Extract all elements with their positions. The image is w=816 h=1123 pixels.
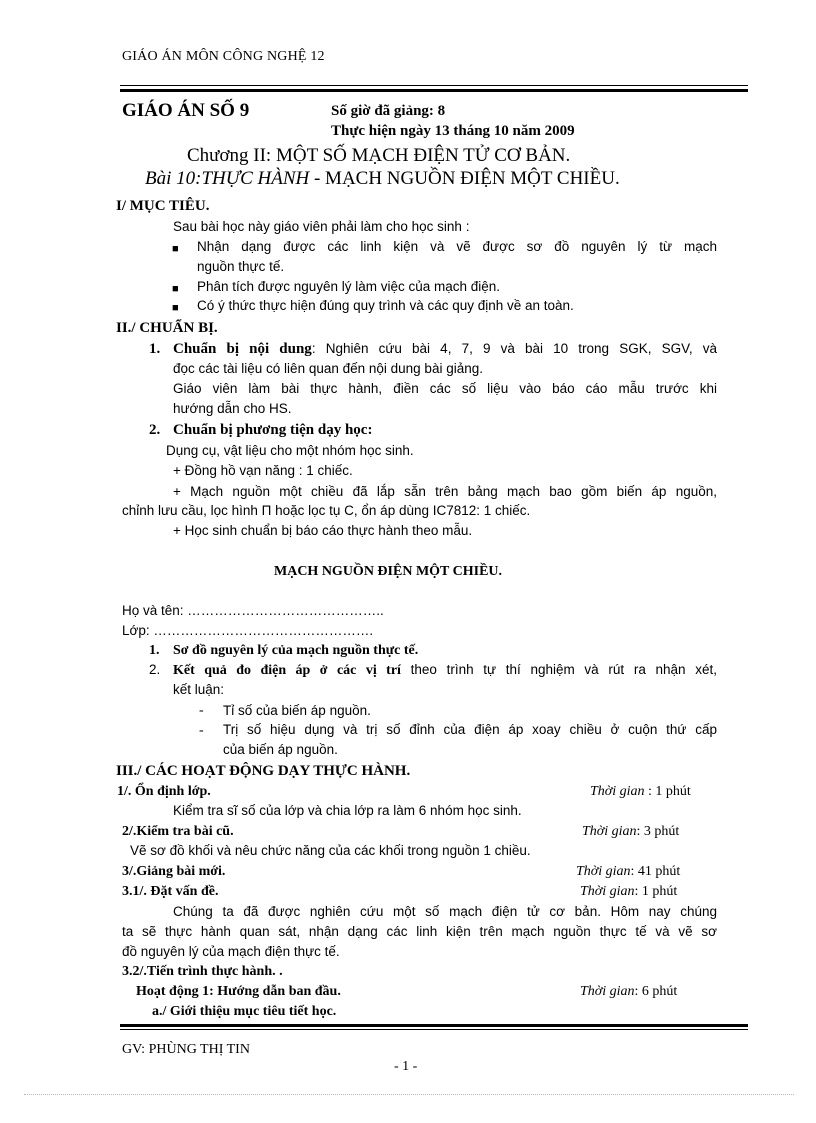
- report-item-2-line-2: kết luận:: [173, 682, 225, 697]
- chapter-title: Chương II: MỘT SỐ MẠCH ĐIỆN TỬ CƠ BẢN.: [187, 145, 571, 166]
- section-1-title: I/ MỤC TIÊU.: [116, 198, 210, 214]
- section-1-bullet-1: Nhận dạng được các linh kiện và vẽ được sơ đồ nguyên lý từ mạch: [197, 239, 717, 254]
- page-number: - 1 -: [394, 1059, 418, 1074]
- header-rule-thick: [120, 89, 748, 92]
- step-3-1-time-value: : 1 phút: [634, 884, 678, 899]
- report-dash-2: Trị số hiệu dụng và trị số đỉnh của điện áp xoay chiều ở cuộn thứ cấp: [223, 722, 717, 737]
- step-3-1-line-3: đồ nguyên lý của mạch điện thực tế.: [122, 944, 340, 959]
- step-3-1-line-2: ta sẽ thực hành quan sát, nhận dạng các linh kiện trên mạch nguồn thực tế và vẽ sơ: [122, 924, 717, 939]
- section-2-item-1-line-3: Giáo viên làm bài thực hành, điền các số liệu vào báo cáo mẫu trước khi: [173, 381, 717, 396]
- step-2-text: Vẽ sơ đồ khối và nêu chức năng của các khối trong nguồn 1 chiều.: [130, 843, 531, 858]
- step-2-time-value: : 3 phút: [636, 824, 680, 839]
- lesson-hours: Số giờ đã giảng: 8: [331, 103, 446, 119]
- dash-icon: -: [199, 723, 204, 738]
- report-title: MẠCH NGUỒN ĐIỆN MỘT CHIỀU.: [274, 564, 503, 579]
- footer-rule-thick: [120, 1024, 748, 1027]
- step-3-title: 3/.Giảng bài mới.: [122, 864, 226, 879]
- header-rule-thin: [120, 85, 748, 86]
- report-name-line: Họ và tên: ……………………………………..: [122, 603, 384, 618]
- section-2-item-1-line-1: [173, 341, 717, 358]
- report-item-1: Sơ đồ nguyên lý của mạch nguồn thực tế.: [173, 643, 419, 658]
- footer-teacher: GV: PHÙNG THỊ TIN: [122, 1042, 250, 1057]
- bullet-icon: ■: [172, 243, 179, 255]
- step-3-1-line-1: Chúng ta đã được nghiên cứu một số mạch điện tử cơ bản. Hôm nay chúng: [173, 904, 717, 919]
- section-2-item-1-line-2: đọc các tài liệu có liên quan đến nội dung bài giảng.: [173, 361, 483, 376]
- footer-rule-thin: [120, 1029, 748, 1030]
- section-2-item-2-line-2: + Đồng hồ vạn năng : 1 chiếc.: [173, 463, 353, 478]
- step-3-time: [576, 864, 680, 880]
- section-2-item-2-line-5: + Học sinh chuẩn bị báo cáo thực hành theo mẫu.: [173, 523, 473, 538]
- page-header-title: GIÁO ÁN MÔN CÔNG NGHỆ 12: [122, 49, 325, 64]
- dash-icon: -: [199, 703, 204, 718]
- step-3-1-time-label: Thời gian: [580, 884, 635, 899]
- activity-1-title: Hoạt động 1: Hướng dẫn ban đầu.: [136, 984, 341, 999]
- lesson-number: GIÁO ÁN SỐ 9: [122, 100, 250, 121]
- report-class-line: Lớp: ………………………………………….: [122, 623, 374, 638]
- section-2-item-1-text: : Nghiên cứu bài 4, 7, 9 và bài 10 trong SGK, SGV, và: [311, 341, 718, 356]
- report-item-2-text: theo trình tự thí nghiệm và rút ra nhận xét,: [400, 662, 717, 677]
- step-3-1-title: 3.1/. Đặt vấn đề.: [122, 884, 219, 899]
- step-1-time-label: Thời gian: [590, 784, 645, 799]
- lesson-title-rest: - MẠCH NGUỒN ĐIỆN MỘT CHIỀU.: [309, 168, 620, 189]
- step-1-time-value: : 1 phút: [644, 784, 691, 799]
- step-3-1-time: [580, 884, 677, 900]
- section-1-bullet-2: Phân tích được nguyên lý làm việc của mạch điện.: [197, 279, 501, 294]
- section-1-bullet-3: Có ý thức thực hiện đúng quy trình và các quy định về an toàn.: [197, 298, 574, 313]
- step-3-time-label: Thời gian: [576, 864, 631, 879]
- page-break-line: [24, 1094, 794, 1095]
- report-item-1-number: 1.: [149, 643, 160, 658]
- section-2-item-2-label: Chuẩn bị phương tiện dạy học:: [173, 422, 373, 438]
- bullet-icon: ■: [172, 283, 179, 295]
- activity-1-time-label: Thời gian: [580, 984, 635, 999]
- lesson-title: [145, 168, 620, 190]
- report-dash-2-cont: của biến áp nguồn.: [223, 742, 338, 757]
- section-2-title: II./ CHUẨN BỊ.: [116, 320, 218, 336]
- section-2-item-2-line-3: + Mạch nguồn một chiều đã lắp sẵn trên bảng mạch bao gồm biến áp nguồn,: [173, 484, 717, 499]
- section-2-item-2-number: 2.: [149, 422, 161, 438]
- step-2-title: 2/.Kiểm tra bài cũ.: [122, 824, 234, 839]
- activity-1-subtitle: a./ Giới thiệu mục tiêu tiết học.: [152, 1004, 337, 1019]
- report-item-2-line-1: [173, 662, 717, 679]
- step-2-time: [582, 824, 679, 840]
- section-1-bullet-1-cont: nguồn thực tế.: [197, 259, 285, 274]
- step-3-2-title: 3.2/.Tiến trình thực hành. .: [122, 964, 283, 979]
- section-2-item-1-label: Chuẩn bị nội dung: [173, 341, 312, 357]
- section-2-item-1-line-4: hướng dẫn cho HS.: [173, 401, 292, 416]
- step-2-time-label: Thời gian: [582, 824, 637, 839]
- report-item-2-number: 2.: [149, 662, 161, 677]
- step-3-time-value: : 41 phút: [630, 864, 681, 879]
- bullet-icon: ■: [172, 302, 179, 314]
- step-1-title: 1/. Ổn định lớp.: [117, 784, 211, 799]
- section-2-item-2-line-1: Dụng cụ, vật liệu cho một nhóm học sinh.: [166, 443, 414, 458]
- report-dash-1: Tỉ số của biến áp nguồn.: [223, 703, 371, 718]
- section-3-title: III./ CÁC HOẠT ĐỘNG DẠY THỰC HÀNH.: [116, 763, 411, 779]
- lesson-date: Thực hiện ngày 13 tháng 10 năm 2009: [331, 123, 575, 139]
- section-2-item-1-number: 1.: [149, 341, 161, 357]
- lesson-title-prefix: Bài 10:THỰC HÀNH: [145, 168, 310, 189]
- activity-1-time: [580, 984, 677, 1000]
- step-1-time: [590, 784, 691, 800]
- step-1-text: Kiểm tra sĩ số của lớp và chia lớp ra làm 6 nhóm học sinh.: [173, 803, 522, 818]
- section-1-intro: Sau bài học này giáo viên phải làm cho học sinh :: [173, 219, 470, 234]
- activity-1-time-value: : 6 phút: [634, 984, 678, 999]
- section-2-item-2-line-4: chỉnh lưu cầu, lọc hình Π hoặc lọc tụ C, ổn áp dùng IC7812: 1 chiếc.: [122, 503, 531, 518]
- report-item-2-label: Kết quả đo điện áp ở các vị trí: [173, 663, 401, 678]
